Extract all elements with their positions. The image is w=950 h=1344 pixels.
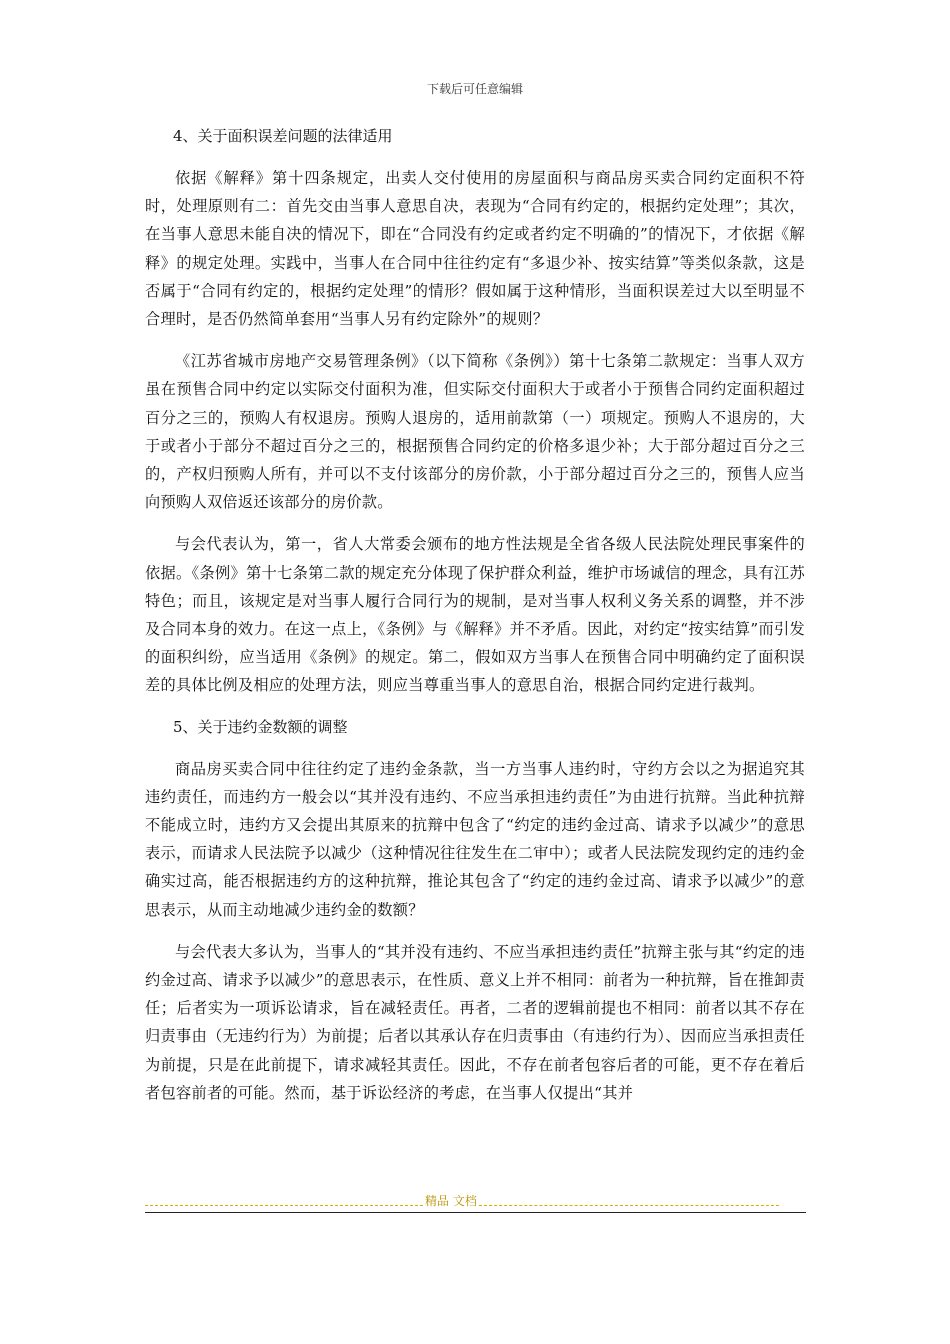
- paragraph: 商品房买卖合同中往往约定了违约金条款，当一方当事人违约时，守约方会以之为据追究其违约责任，而违约方一般会以“其并没有违约、不应当承担违约责任”为由进行抗辩。当此种抗辩不能成立时，违约方又会提出其原来的抗辩中包含了“约定的违约金过高、请求予以减少”的意思表示，而请求人民法院予以减少（这种情况往往发生在二审中）；或者人民法院发现约定的违约金确实过高，能否根据违约方的这种抗辩，推论其包含了“约定的违约金过高、请求予以减少”的意思表示，从而主动地减少违约金的数额？: [145, 759, 805, 919]
- paragraph: 《江苏省城市房地产交易管理条例》（以下简称《条例》）第十七条第二款规定：当事人双方虽在预售合同中约定以实际交付面积为准，但实际交付面积大于或者小于预售合同约定面积超过百分之三的，预购人有权退房。预购人退房的，适用前款第（一）项规定。预购人不退房的，大于或者小于部分不超过百分之三的，根据预售合同约定的价格多退少补；大于部分超过百分之三的，产权归预购人所有，并可以不支付该部分的房价款，小于部分超过百分之三的，预售人应当向预购人双倍返还该部分的房价款。: [145, 352, 805, 512]
- footer-label: 精品 文档: [425, 1194, 477, 1208]
- section-heading-5: 5、关于违约金数额的调整: [173, 717, 348, 736]
- footer-rule: [145, 1212, 806, 1213]
- footer-dash-left: [145, 1198, 423, 1206]
- section-heading-4: 4、关于面积误差问题的法律适用: [173, 127, 393, 145]
- document-body: [145, 122, 805, 1107]
- footer-dash-right: [479, 1198, 779, 1206]
- paragraph: 依据《解释》第十四条规定，出卖人交付使用的房屋面积与商品房买卖合同约定面积不符时，处理原则有二：首先交由当事人意思自决，表现为“合同有约定的，根据约定处理”；其次，在当事人意思未能自决的情况下，即在“合同没有约定或者约定不明确的”的情况下，才依据《解释》的规定处理。实践中，当事人在合同中往往约定有“多退少补、按实结算”等类似条款，这是否属于“合同有约定的，根据约定处理”的情形？假如属于这种情形，当面积误差过大以至明显不合理时，是否仍然简单套用“当事人另有约定除外”的规则？: [145, 169, 805, 329]
- paragraph: 与会代表认为，第一，省人大常委会颁布的地方性法规是全省各级人民法院处理民事案件的依据。《条例》第十七条第二款的规定充分体现了保护群众利益，维护市场诚信的理念，具有江苏特色；而且，该规定是对当事人履行合同行为的规制，是对当事人权利义务关系的调整，并不涉及合同本身的效力。在这一点上，《条例》与《解释》并不矛盾。因此，对约定“按实结算”而引发的面积纠纷，应当适用《条例》的规定。第二，假如双方当事人在预售合同中明确约定了面积误差的具体比例及相应的处理方法，则应当尊重当事人的意思自治，根据合同约定进行裁判。: [145, 535, 805, 695]
- paragraph: 与会代表大多认为，当事人的“其并没有违约、不应当承担违约责任”抗辩主张与其“约定的违约金过高、请求予以减少”的意思表示，在性质、意义上并不相同：前者为一种抗辩，旨在推卸责任；后者实为一项诉讼请求，旨在减轻责任。再者，二者的逻辑前提也不相同：前者以其不存在归责事由（无违约行为）为前提；后者以其承认存在归责事由（有违约行为）、因而应当承担责任为前提，只是在此前提下，请求减轻其责任。因此，不存在前者包容后者的可能，更不存在着后者包容前者的可能。然而，基于诉讼经济的考虑，在当事人仅提出“其并: [145, 942, 805, 1102]
- page-header-note: 下载后可任意编辑: [426, 82, 523, 96]
- footer-banner: [145, 1193, 806, 1209]
